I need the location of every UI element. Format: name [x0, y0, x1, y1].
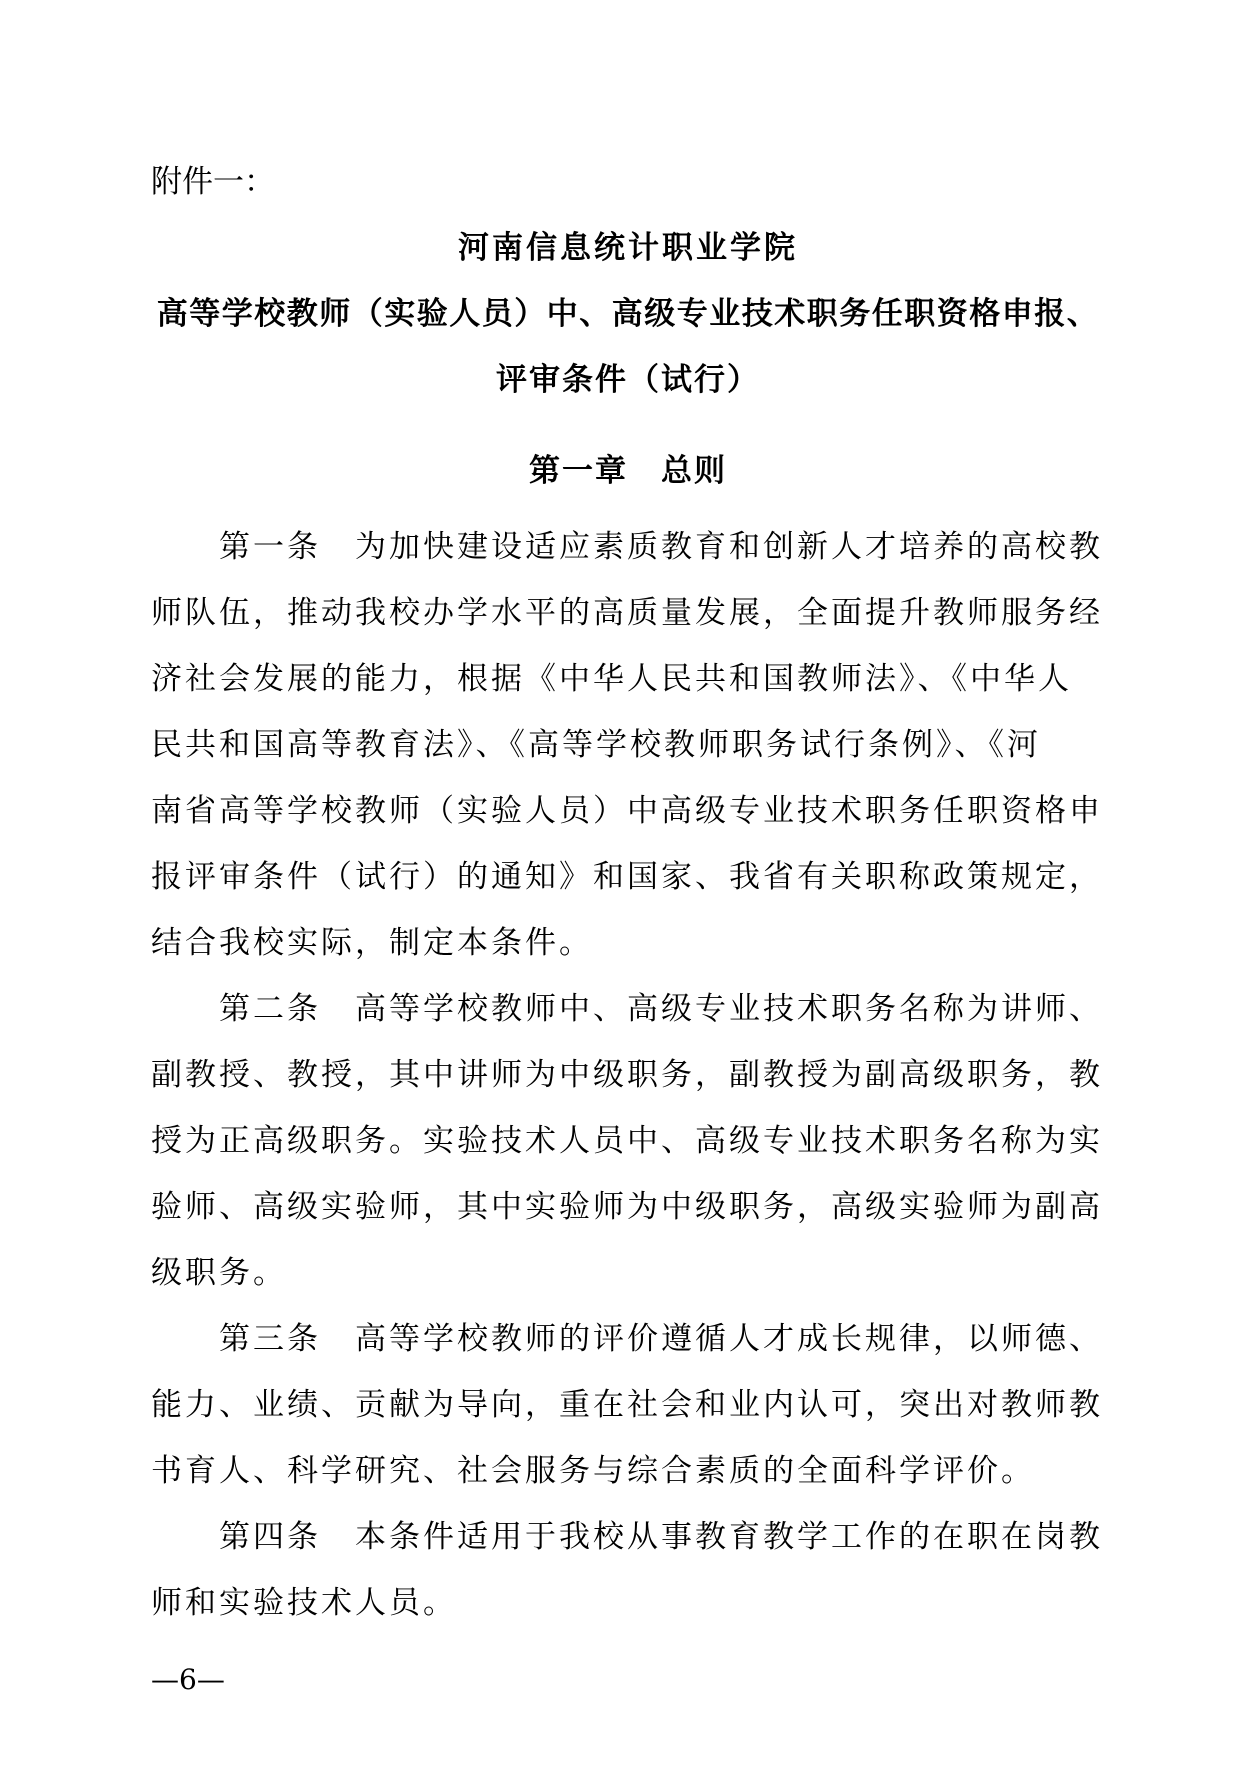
article-2-line-1: 第二条 高等学校教师中、高级专业技术职务名称为讲师、: [219, 991, 1103, 1027]
article-2-line-3: 授为正高级职务。实验技术人员中、高级专业技术职务名称为实: [151, 1123, 1103, 1159]
article-1-line-1: 第一条 为加快建设适应素质教育和创新人才培养的高校教: [219, 529, 1103, 565]
article-1-line-3: 济社会发展的能力，根据《中华人民共和国教师法》、《中华人: [151, 661, 1072, 697]
article-1: [151, 514, 1109, 976]
article-4-line-1: 第四条 本条件适用于我校从事教育教学工作的在职在岗教: [219, 1519, 1103, 1555]
article-2-line-4: 验师、高级实验师，其中实验师为中级职务，高级实验师为副高: [151, 1189, 1103, 1225]
document-body: [151, 514, 1109, 1636]
article-1-line-7: 结合我校实际，制定本条件。: [151, 925, 593, 961]
article-1-line-6: 报评审条件（试行）的通知》和国家、我省有关职称政策规定，: [151, 859, 1103, 895]
article-1-line-5: 南省高等学校教师（实验人员）中高级专业技术职务任职资格申: [151, 793, 1103, 829]
attachment-label: 附件一：: [151, 164, 275, 200]
article-3-line-2: 能力、业绩、贡献为导向，重在社会和业内认可，突出对教师教: [151, 1387, 1103, 1423]
article-1-line-2: 师队伍，推动我校办学水平的高质量发展，全面提升教师服务经: [151, 595, 1103, 631]
article-3: [151, 1306, 1109, 1504]
document-title-line-2: 高等学校教师（实验人员）中、高级专业技术职务任职资格申报、: [156, 296, 1100, 332]
article-2-line-5: 级职务。: [151, 1255, 287, 1291]
document-title-line-1: 河南信息统计职业学院: [458, 230, 798, 266]
article-3-line-1: 第三条 高等学校教师的评价遵循人才成长规律，以师德、: [219, 1321, 1103, 1357]
chapter-heading: 第一章 总则: [529, 453, 727, 489]
article-1-line-4: 民共和国高等教育法》、《高等学校教师职务试行条例》、《河: [151, 727, 1041, 763]
document-title: [0, 215, 1256, 413]
article-4: [151, 1504, 1109, 1636]
article-2: [151, 976, 1109, 1306]
article-2-line-2: 副教授、教授，其中讲师为中级职务，副教授为副高级职务，教: [151, 1057, 1103, 1093]
article-4-line-2: 师和实验技术人员。: [151, 1585, 457, 1621]
article-3-line-3: 书育人、科学研究、社会服务与综合素质的全面科学评价。: [151, 1453, 1035, 1489]
page-number: —6—: [151, 1663, 225, 1696]
document-title-line-3: 评审条件（试行）: [496, 362, 760, 398]
